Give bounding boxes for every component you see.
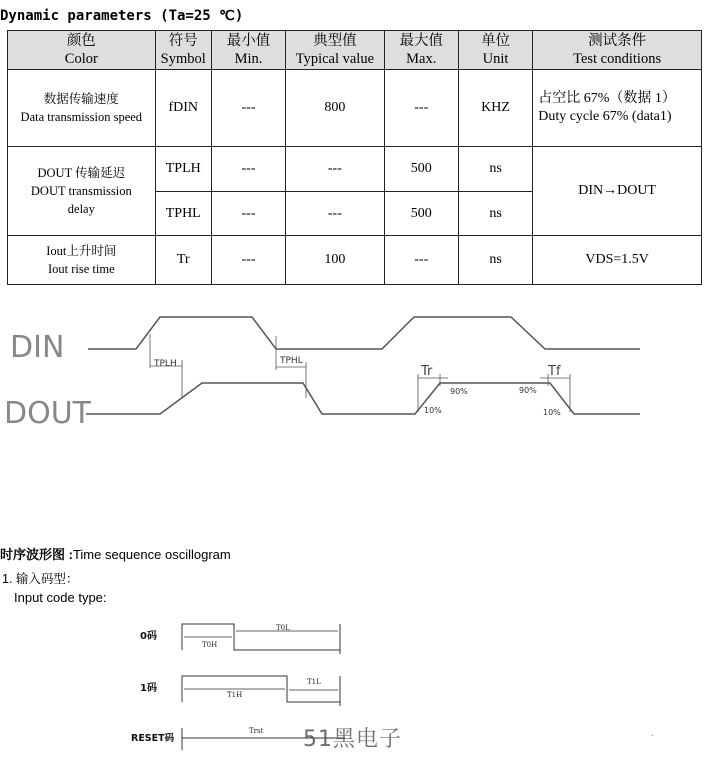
min-cell: --- [211, 236, 285, 285]
typ-cell: --- [286, 192, 384, 236]
tr-label: Tr [421, 364, 433, 379]
timing-waveform-diagram [0, 290, 714, 440]
condition-cell: VDS=1.5V [533, 236, 702, 285]
symbol-cell: Tr [155, 236, 211, 285]
page-heading: Dynamic parameters (Ta=25 ℃) [0, 8, 244, 24]
header-test-conditions: 测试条件 Test conditions [533, 31, 702, 70]
header-symbol: 符号 Symbol [155, 31, 211, 70]
list-item-input-code-en: Input code type: [14, 590, 107, 605]
fall-90-label: 90% [519, 386, 537, 395]
din-label: DIN [10, 330, 65, 365]
max-cell: 500 [384, 192, 458, 236]
code1-label: 1码 [140, 683, 157, 694]
rise-90-label: 90% [450, 387, 468, 396]
header-unit: 单位 Unit [458, 31, 532, 70]
dynamic-parameters-table [7, 30, 702, 285]
t0l-label: T0L [276, 624, 290, 632]
param-cell: DOUT 传输延迟 DOUT transmission delay [8, 147, 156, 236]
stray-dot: . [651, 729, 654, 738]
typ-cell: 100 [286, 236, 384, 285]
dout-label: DOUT [4, 396, 91, 431]
header-max: 最大值 Max. [384, 31, 458, 70]
max-cell: --- [384, 236, 458, 285]
header-typical: 典型值 Typical value [286, 31, 384, 70]
watermark: 51黑电子 [303, 727, 402, 752]
min-cell: --- [211, 70, 285, 147]
list-item-input-code: 1. 输入码型： [2, 572, 79, 586]
unit-cell: ns [458, 147, 532, 192]
param-cell: 数据传输速度 Data transmission speed [8, 70, 156, 147]
symbol-cell: TPLH [155, 147, 211, 192]
max-cell: --- [384, 70, 458, 147]
typ-cell: --- [286, 147, 384, 192]
header-color: 颜色 Color [8, 31, 156, 70]
section-title [0, 544, 231, 563]
min-cell: --- [211, 192, 285, 236]
section-title-en: Time sequence oscillogram [72, 547, 231, 562]
table-row [8, 70, 702, 147]
typ-cell: 800 [286, 70, 384, 147]
code0-label: 0码 [140, 631, 157, 642]
symbol-cell: TPHL [155, 192, 211, 236]
unit-cell: KHZ [458, 70, 532, 147]
max-cell: 500 [384, 147, 458, 192]
t0h-label: T0H [202, 641, 218, 649]
table-header-row [8, 31, 702, 70]
header-min: 最小值 Min. [211, 31, 285, 70]
t1l-label: T1L [307, 678, 321, 686]
section-title-cn: 时序波形图 : [0, 547, 73, 562]
tf-label: Tf [548, 364, 561, 379]
condition-cell: DIN→DOUT [533, 147, 702, 236]
rise-10-label: 10% [424, 406, 442, 415]
condition-cell: 占空比 67%（数据 1） Duty cycle 67% (data1) [533, 70, 702, 147]
param-cell: Iout上升时间 Iout rise time [8, 236, 156, 285]
reset-code-label: RESET码 [131, 733, 175, 744]
min-cell: --- [211, 147, 285, 192]
t1h-label: T1H [227, 691, 243, 699]
symbol-cell: fDIN [155, 70, 211, 147]
unit-cell: ns [458, 192, 532, 236]
tplh-label: TPLH [154, 359, 177, 369]
table-row [8, 236, 702, 285]
tphl-label: TPHL [280, 356, 303, 366]
fall-10-label: 10% [543, 408, 561, 417]
table-row [8, 147, 702, 192]
unit-cell: ns [458, 236, 532, 285]
trst-label: Trst [249, 727, 264, 735]
din-waveform [88, 317, 640, 349]
